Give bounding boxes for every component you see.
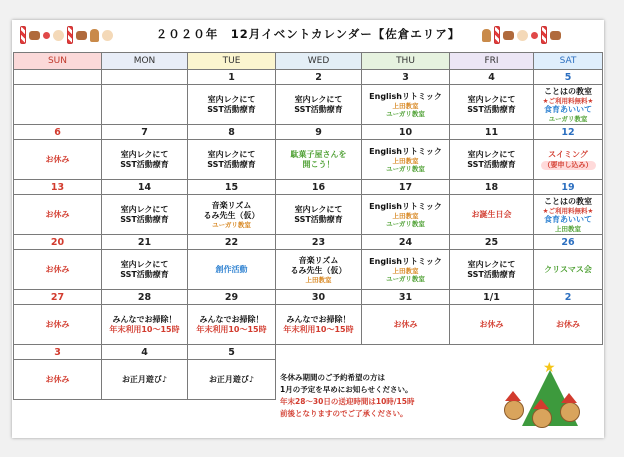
day-event	[450, 195, 534, 235]
event-text: 室内レクにて	[207, 94, 256, 104]
event-text: 開こう！	[302, 159, 335, 169]
event-text: 創作活動	[215, 264, 248, 274]
event-note: ★ご利用料無料★	[542, 96, 594, 105]
event-text: 室内レクにて	[207, 149, 256, 159]
event-row	[14, 250, 603, 290]
event-row	[14, 195, 603, 235]
event-text: SST活動療育	[467, 159, 516, 169]
event-text: るみ先生（仮）	[203, 210, 260, 220]
date-number: 31	[362, 290, 450, 305]
event-text: ことはの教室	[544, 196, 592, 206]
weekday-mon: MON	[102, 53, 188, 70]
event-extra: 食育あいいて	[544, 104, 592, 114]
weekday-thu: THU	[362, 53, 450, 70]
day-event	[362, 195, 450, 235]
event-location: ユーガリ教室	[386, 164, 425, 173]
date-number: 22	[188, 235, 276, 250]
day-event	[362, 85, 450, 125]
event-text: 室内レクにて	[467, 259, 516, 269]
event-text: 室内レクにて	[120, 204, 169, 214]
day-event	[14, 305, 102, 345]
day-event	[362, 140, 450, 180]
event-text: SST活動療育	[120, 159, 169, 169]
date-number: 27	[14, 290, 102, 305]
event-row	[14, 140, 603, 180]
event-text: お休み	[45, 319, 70, 329]
event-text: Englishリトミック	[369, 146, 442, 156]
date-number: 7	[102, 125, 188, 140]
event-text: お休み	[556, 319, 580, 329]
event-text: 音楽リズム	[298, 255, 339, 265]
weekday-sun: SUN	[14, 53, 102, 70]
date-number: 28	[102, 290, 188, 305]
event-location: ユーガリ教室	[212, 220, 251, 229]
day-event	[188, 85, 276, 125]
date-number: 1	[188, 70, 276, 85]
event-text: ことはの教室	[544, 86, 592, 96]
day-event	[102, 140, 188, 180]
date-number: 10	[362, 125, 450, 140]
date-number: 29	[188, 290, 276, 305]
event-row	[14, 305, 603, 345]
event-location: ユーガリ教室	[386, 219, 425, 228]
event-text: 室内レクにて	[120, 259, 169, 269]
year-end-hours: 年末利用10～15時	[283, 324, 354, 334]
day-event	[450, 140, 534, 180]
date-number: 12	[534, 125, 603, 140]
day-event	[534, 195, 603, 235]
notice-line-4: 前後となりますのでご了承ください。	[280, 409, 408, 418]
notice-line-1: 冬休み期間のご予約希望の方は	[280, 373, 385, 382]
day-event	[276, 195, 362, 235]
event-text: スイミング	[548, 149, 588, 159]
day-event	[14, 195, 102, 235]
calendar-table	[13, 52, 603, 400]
date-number: 1/1	[450, 290, 534, 305]
weekday-sat: SAT	[534, 53, 603, 70]
event-text: 室内レクにて	[120, 149, 169, 159]
date-row	[14, 235, 603, 250]
day-event	[276, 140, 362, 180]
day-event	[362, 250, 450, 290]
date-row	[14, 180, 603, 195]
date-number: 23	[276, 235, 362, 250]
event-extra: 上田教室	[555, 224, 581, 233]
date-number	[102, 70, 188, 85]
event-text: SST活動療育	[467, 104, 516, 114]
weekday-wed: WED	[276, 53, 362, 70]
event-text: SST活動療育	[294, 104, 343, 114]
event-text: みんなでお掃除！	[286, 314, 351, 324]
day-event	[534, 250, 603, 290]
day-event	[102, 305, 188, 345]
day-event	[362, 305, 450, 345]
date-number: 4	[450, 70, 534, 85]
bear-santa-icon	[504, 400, 524, 420]
date-number: 8	[188, 125, 276, 140]
bear-santa-icon	[560, 402, 580, 422]
event-text: お休み	[45, 154, 70, 164]
date-number: 20	[14, 235, 102, 250]
event-text: るみ先生（仮）	[290, 265, 347, 275]
date-number	[14, 70, 102, 85]
date-number: 4	[102, 345, 188, 360]
event-text: Englishリトミック	[369, 91, 442, 101]
day-event	[102, 195, 188, 235]
date-number: 24	[362, 235, 450, 250]
day-event	[102, 360, 188, 400]
event-text: みんなでお掃除！	[199, 314, 264, 324]
day-event	[188, 195, 276, 235]
day-event	[188, 250, 276, 290]
weekday-header-row	[14, 53, 603, 70]
day-event	[188, 305, 276, 345]
event-text: 室内レクにて	[294, 204, 343, 214]
event-text: SST活動療育	[120, 269, 169, 279]
event-text: SST活動療育	[467, 269, 516, 279]
weekday-tue: TUE	[188, 53, 276, 70]
date-number: 5	[534, 70, 603, 85]
day-event	[276, 305, 362, 345]
event-location: ユーガリ教室	[386, 274, 425, 283]
day-event	[102, 85, 188, 125]
calendar-title: ２０２０年 12月イベントカレンダー【佐倉エリア】	[155, 27, 461, 41]
date-number: 15	[188, 180, 276, 195]
date-number: 13	[14, 180, 102, 195]
date-number: 9	[276, 125, 362, 140]
date-number: 21	[102, 235, 188, 250]
event-location: 上田教室	[305, 275, 332, 284]
event-text: Englishリトミック	[369, 201, 442, 211]
date-number: 3	[14, 345, 102, 360]
date-number: 6	[14, 125, 102, 140]
event-text: 室内レクにて	[467, 149, 516, 159]
holiday-notice	[280, 372, 480, 420]
day-event	[534, 140, 603, 180]
date-number: 16	[276, 180, 362, 195]
event-text: 室内レクにて	[467, 94, 516, 104]
day-event	[102, 250, 188, 290]
date-number: 25	[450, 235, 534, 250]
event-location: 上田教室	[392, 266, 419, 275]
date-number: 3	[362, 70, 450, 85]
signup-required-badge: （要申し込み）	[541, 161, 596, 170]
date-row	[14, 125, 603, 140]
event-text: 駄菓子屋さんを	[290, 149, 347, 159]
day-event	[188, 140, 276, 180]
event-text: お誕生日会	[471, 209, 512, 219]
santa-hat-icon	[561, 393, 577, 403]
empty-date	[362, 345, 450, 360]
day-event	[450, 85, 534, 125]
day-event	[14, 140, 102, 180]
date-number: 18	[450, 180, 534, 195]
date-number: 30	[276, 290, 362, 305]
event-text: 室内レクにて	[294, 94, 343, 104]
notice-line-2: 1月の予定を早めにお知らせください。	[280, 385, 413, 394]
year-end-hours: 年末利用10～15時	[196, 324, 267, 334]
day-event	[14, 85, 102, 125]
event-text: お休み	[45, 374, 70, 384]
day-event	[14, 250, 102, 290]
event-extra: 食育あいいて	[544, 214, 592, 224]
santa-hat-icon	[505, 391, 521, 401]
day-event	[276, 85, 362, 125]
event-text: お休み	[45, 209, 70, 219]
event-text: お休み	[45, 264, 70, 274]
event-row	[14, 85, 603, 125]
day-event	[450, 250, 534, 290]
day-event	[534, 305, 603, 345]
event-location: 上田教室	[392, 101, 419, 110]
tree-star-icon: ★	[543, 360, 556, 376]
event-location: 上田教室	[392, 211, 419, 220]
event-location: 上田教室	[392, 156, 419, 165]
day-event	[450, 305, 534, 345]
date-number: 14	[102, 180, 188, 195]
date-number: 19	[534, 180, 603, 195]
event-location: ユーガリ教室	[386, 109, 425, 118]
event-extra: ユーガリ教室	[548, 114, 588, 123]
date-number: 5	[188, 345, 276, 360]
event-text: Englishリトミック	[369, 256, 442, 266]
event-text: 音楽リズム	[211, 200, 252, 210]
event-text: お正月遊び♪	[208, 374, 255, 384]
santa-hat-icon	[533, 399, 549, 409]
date-number: 11	[450, 125, 534, 140]
date-number: 2	[534, 290, 603, 305]
event-text: SST活動療育	[207, 104, 256, 114]
event-note: ★ご利用料無料★	[542, 206, 594, 215]
year-end-hours: 年末利用10～15時	[109, 324, 180, 334]
day-event	[14, 360, 102, 400]
empty-date	[276, 345, 362, 360]
event-text: クリスマス会	[544, 264, 592, 274]
weekday-fri: FRI	[450, 53, 534, 70]
date-number: 26	[534, 235, 603, 250]
bear-santa-icon	[532, 408, 552, 428]
day-event	[188, 360, 276, 400]
calendar-sheet	[12, 20, 604, 438]
event-text: お正月遊び♪	[121, 374, 168, 384]
event-text: みんなでお掃除！	[112, 314, 177, 324]
empty-date	[450, 345, 534, 360]
event-text: お休み	[393, 319, 418, 329]
day-event	[276, 250, 362, 290]
event-text: SST活動療育	[207, 159, 256, 169]
date-number: 2	[276, 70, 362, 85]
empty-date	[534, 345, 603, 360]
notice-line-3: 年末28～30日の送迎時間は10時/15時	[280, 397, 415, 406]
date-number: 17	[362, 180, 450, 195]
event-text: お休み	[479, 319, 504, 329]
day-event	[534, 85, 603, 125]
event-text: SST活動療育	[120, 214, 169, 224]
date-row	[14, 290, 603, 305]
date-row	[14, 345, 603, 360]
event-text: SST活動療育	[294, 214, 343, 224]
date-row	[14, 70, 603, 85]
